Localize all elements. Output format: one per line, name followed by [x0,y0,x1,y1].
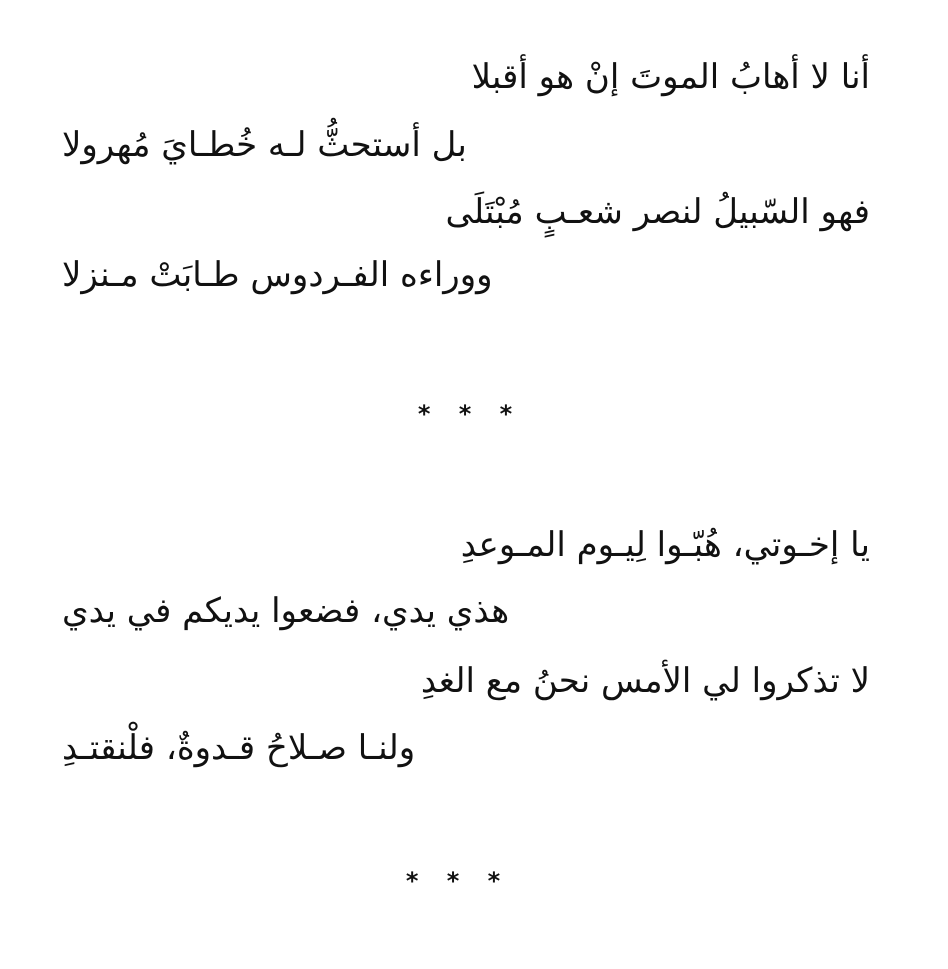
poem-line-3: فهو السّبيلُ لنصر شعـبٍ مُبْتَلَى [445,192,870,232]
poem-line-1: أنا لا أهابُ الموتَ إنْ هو أقبلا [471,57,870,97]
poem-line-2: بل أستحثُّ لـه خُطـايَ مُهرولا [62,125,467,165]
poem-line-5: يا إخـوتي، هُبّـوا لِيـوم المـوعدِ [460,525,870,565]
poem-line-6: هذي يدي، فضعوا يديكم في يدي [62,591,510,631]
stanza-separator-1: * * * [417,400,523,428]
stanza-separator-2: * * * [405,867,511,895]
poem-line-4: ووراءه الفـردوس طـابَتْ مـنزلا [62,255,493,295]
poem-line-7: لا تذكروا لي الأمس نحنُ مع الغدِ [420,661,870,701]
poem-line-8: ولنـا صـلاحُ قـدوةٌ، فلْنقتـدِ [62,728,416,768]
